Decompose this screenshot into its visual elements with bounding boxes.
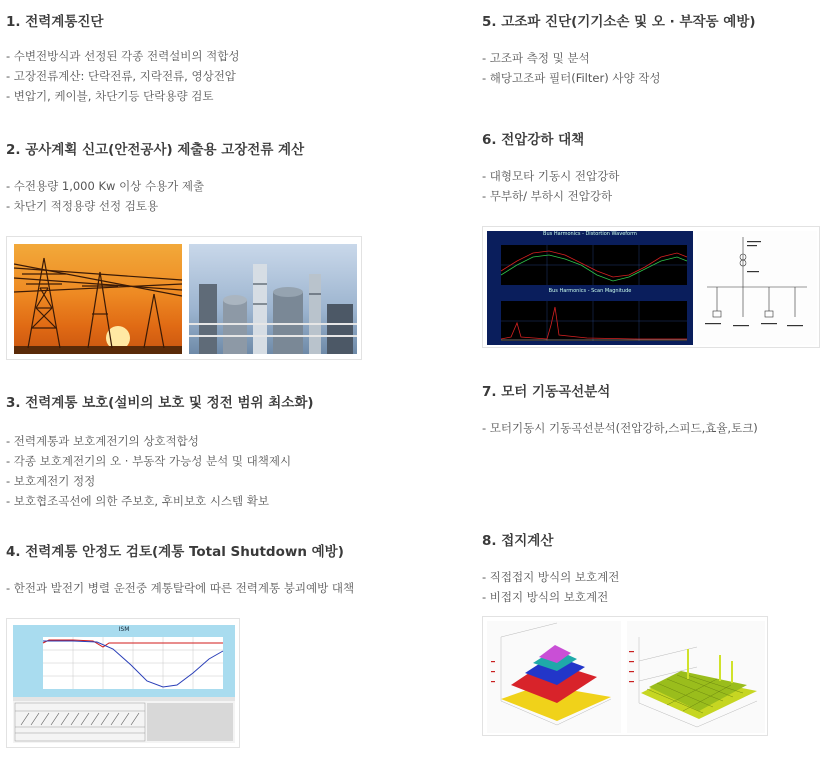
list-item: - 해당고조파 필터(Filter) 사양 작성	[482, 71, 661, 85]
section-8	[482, 529, 619, 607]
single-line-diagram	[697, 231, 817, 345]
stability-chart-image	[6, 618, 240, 748]
section-7-list	[482, 418, 758, 438]
section-4-list	[6, 578, 354, 598]
section-3-title: 3. 전력계통 보호(설비의 보호 및 정전 범위 최소화)	[6, 395, 314, 411]
section-3-list	[6, 431, 314, 511]
list-item: - 각종 보호계전기의 오 · 부동작 가능성 분석 및 대책제시	[6, 454, 292, 468]
harmonics-bottom-title: Bus Harmonics - Scan Magnitude	[548, 288, 632, 294]
ism-data-table	[13, 701, 235, 743]
list-item: - 모터기동시 기동곡선분석(전압강하,스피드,효율,토크)	[482, 421, 758, 435]
ism-chart-title: ISM	[118, 626, 130, 633]
harmonics-image	[482, 226, 820, 348]
section-5-list	[482, 48, 756, 88]
list-item: - 무부하/ 부하시 전압강하	[482, 189, 613, 203]
list-item: - 고장전류계산: 단락전류, 지락전류, 영상전압	[6, 69, 236, 83]
section-6	[482, 128, 619, 206]
list-item: - 전력계통과 보호계전기의 상호적합성	[6, 434, 199, 448]
section-5-title: 5. 고조파 진단(기기소손 및 오 · 부작동 예방)	[482, 14, 756, 30]
power-tower-sunset-image	[14, 244, 182, 354]
grounding-image	[482, 616, 768, 736]
section-6-title: 6. 전압강하 대책	[482, 132, 585, 148]
section-3	[6, 391, 314, 511]
list-item: - 한전과 발전기 병렬 운전중 계통탈락에 따른 전력계통 붕괴예방 대책	[6, 581, 355, 595]
list-item: - 비접지 방식의 보호계전	[482, 590, 609, 604]
list-item: - 수변전방식과 선정된 각종 전력설비의 적합성	[6, 49, 240, 63]
section-1-title: 1. 전력계통진단	[6, 14, 104, 30]
harmonics-plot-screenshot	[487, 231, 693, 345]
section-1	[6, 10, 240, 106]
section-1-list	[6, 46, 240, 106]
section-8-list	[482, 567, 619, 607]
grounding-surface-plot-2	[627, 621, 765, 733]
section-7-title: 7. 모터 기동곡선분석	[482, 384, 611, 400]
section-5	[482, 10, 756, 88]
ism-plot-area	[13, 625, 235, 697]
refinery-plant-image	[189, 244, 357, 354]
list-item: - 차단기 적정용량 선정 검토용	[6, 199, 159, 213]
harmonics-top-title: Bus Harmonics - Distortion Waveform	[543, 231, 637, 237]
section-4	[6, 540, 354, 598]
section-2-title: 2. 공사계획 신고(안전공사) 제출용 고장전류 계산	[6, 142, 305, 158]
section-4-title: 4. 전력계통 안정도 검토(계통 Total Shutdown 예방)	[6, 544, 344, 560]
ism-chart-screenshot	[13, 625, 235, 743]
list-item: - 고조파 측정 및 분석	[482, 51, 590, 65]
photo-gallery	[6, 236, 362, 360]
list-item: - 보호계전기 정정	[6, 474, 96, 488]
list-item: - 직접접지 방식의 보호계전	[482, 570, 620, 584]
section-8-title: 8. 접지계산	[482, 533, 554, 549]
section-2-list	[6, 176, 304, 216]
list-item: - 대형모타 기동시 전압강하	[482, 169, 620, 183]
section-6-list	[482, 166, 619, 206]
section-2	[6, 138, 304, 216]
list-item: - 수전용량 1,000 Kw 이상 수용가 제출	[6, 179, 205, 193]
list-item: - 변압기, 케이블, 차단기등 단락용량 검토	[6, 89, 214, 103]
section-7	[482, 380, 758, 438]
list-item: - 보호협조곡선에 의한 주보호, 후비보호 시스템 확보	[6, 494, 270, 508]
grounding-surface-plot-1	[487, 621, 621, 733]
